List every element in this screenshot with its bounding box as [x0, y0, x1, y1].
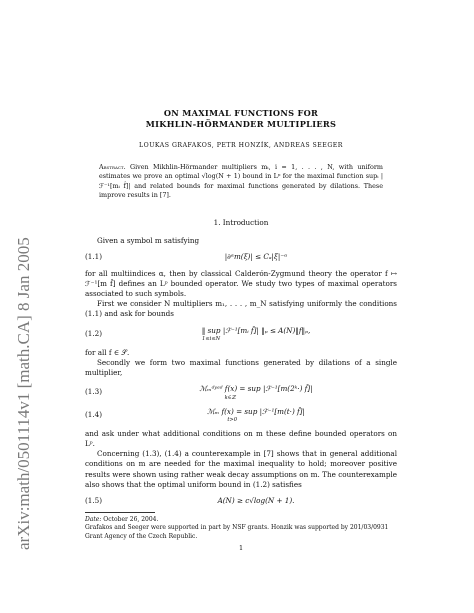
abstract-text: Given Mikhlin-Hörmander multipliers mᵢ, i = 1, . . . , N, with uniform estimates we prove an optimal √log(N + 1) bound in Lᵖ for the maximal function supᵢ |ℱ⁻¹[mᵢ f̂]| and related bounds for maximal functions generated by dilations. These improve results in [7]. — [99, 163, 383, 199]
equation-rhs: |ℱ⁻¹[m(2ᵏ·) f̂]| — [262, 384, 313, 394]
equation-body — [115, 407, 397, 423]
date-label: Date: — [85, 516, 102, 524]
equation-rhs: |ℱ⁻¹[mᵢ f̂]| ‖ₚ ≤ A(N)‖f‖ₚ, — [222, 325, 311, 335]
sup-operator — [207, 407, 257, 423]
date-line — [85, 516, 397, 524]
paragraph-2: for all multiindices α, then by classical Calderón-Zygmund theory the operator f ↦ ℱ⁻¹[m f̂] defines an Lᵖ bounded operator. We study two types of maximal operators associated to such symbols. — [85, 268, 397, 299]
page-number: 1 — [238, 543, 244, 552]
equation-body: A(N) ≥ c√log(N + 1). — [217, 496, 295, 506]
funding-note: Grafakos and Seeger were supported in part by NSF grants. Honzik was supported by 201/03/0931 Grant Agency of the Czech Republic. — [85, 524, 389, 540]
title-line-1: ON MAXIMAL FUNCTIONS FOR — [163, 108, 319, 118]
paragraph-7: Concerning (1.3), (1.4) a counterexample in [7] shows that in general additional conditions on m are needed for the maximal inequality to hold; moreover positive results were shown using rather weak decay assumptions on m. The counterexample also shows that the optimal uniform bound in (1.2) satisfies — [85, 449, 397, 489]
equation-1-1 — [85, 252, 397, 262]
sup-symbol: ‖ sup — [201, 325, 221, 335]
equation-lhs: ℳₘᵈʸᵃᵈ f(x) = sup — [199, 384, 261, 394]
abstract-label: Abstract. — [99, 163, 126, 172]
title-line-2: MIKHLIN-HÖRMANDER MULTIPLIERS — [145, 119, 337, 129]
authors: LOUKAS GRAFAKOS, PETR HONZÍK, ANDREAS SEEGER — [139, 142, 343, 149]
sup-limit: 1≤i≤N — [202, 335, 221, 342]
equation-body — [115, 384, 397, 400]
paragraph-4: for all f ∈ 𝒮. — [85, 347, 130, 357]
equation-1-3 — [85, 384, 397, 400]
equation-number: (1.3) — [85, 387, 103, 397]
abstract — [99, 163, 383, 200]
footnote-rule — [85, 512, 155, 513]
date-value: October 26, 2004. — [103, 516, 159, 524]
paragraph-5: Secondly we form two maximal functions generated by dilations of a single multiplier, — [85, 358, 397, 378]
paper-page — [85, 108, 397, 553]
equation-lhs: ℳₘ f(x) = sup — [207, 406, 258, 416]
footnote — [85, 516, 397, 541]
equation-number: (1.2) — [85, 328, 103, 338]
equation-number: (1.1) — [85, 252, 103, 262]
arxiv-stamp — [10, 130, 36, 550]
sup-operator — [199, 384, 260, 400]
section-heading: 1. Introduction — [213, 218, 269, 228]
equation-1-2 — [85, 326, 397, 342]
equation-number: (1.4) — [85, 409, 103, 419]
equation-number: (1.5) — [85, 496, 103, 506]
equation-body: |∂ᵅm(ξ)| ≤ Cₐ|ξ|⁻ᵅ — [224, 252, 288, 262]
equation-1-5 — [85, 496, 397, 506]
equation-body — [115, 326, 397, 342]
arxiv-id: arXiv:math/0501114v1 [math.CA] 8 Jan 2005 — [14, 237, 33, 550]
sup-limit: t>0 — [227, 416, 238, 423]
sup-operator — [202, 326, 221, 342]
paragraph-3: First we consider N multipliers m₁, . . . , m_N satisfying uniformly the conditions (1.1) and ask for bounds — [85, 299, 397, 319]
arxiv-stamp-svg — [10, 130, 36, 550]
equation-rhs: |ℱ⁻¹[m(t·) f̂]| — [259, 406, 305, 416]
equation-1-4 — [85, 407, 397, 423]
paragraph-6: and ask under what additional conditions on m these define bounded operators on Lᵖ. — [85, 428, 397, 449]
sup-limit: k∈ℤ — [224, 394, 236, 401]
paragraph-1: Given a symbol m satisfying — [97, 236, 200, 246]
paper-title — [85, 108, 397, 130]
